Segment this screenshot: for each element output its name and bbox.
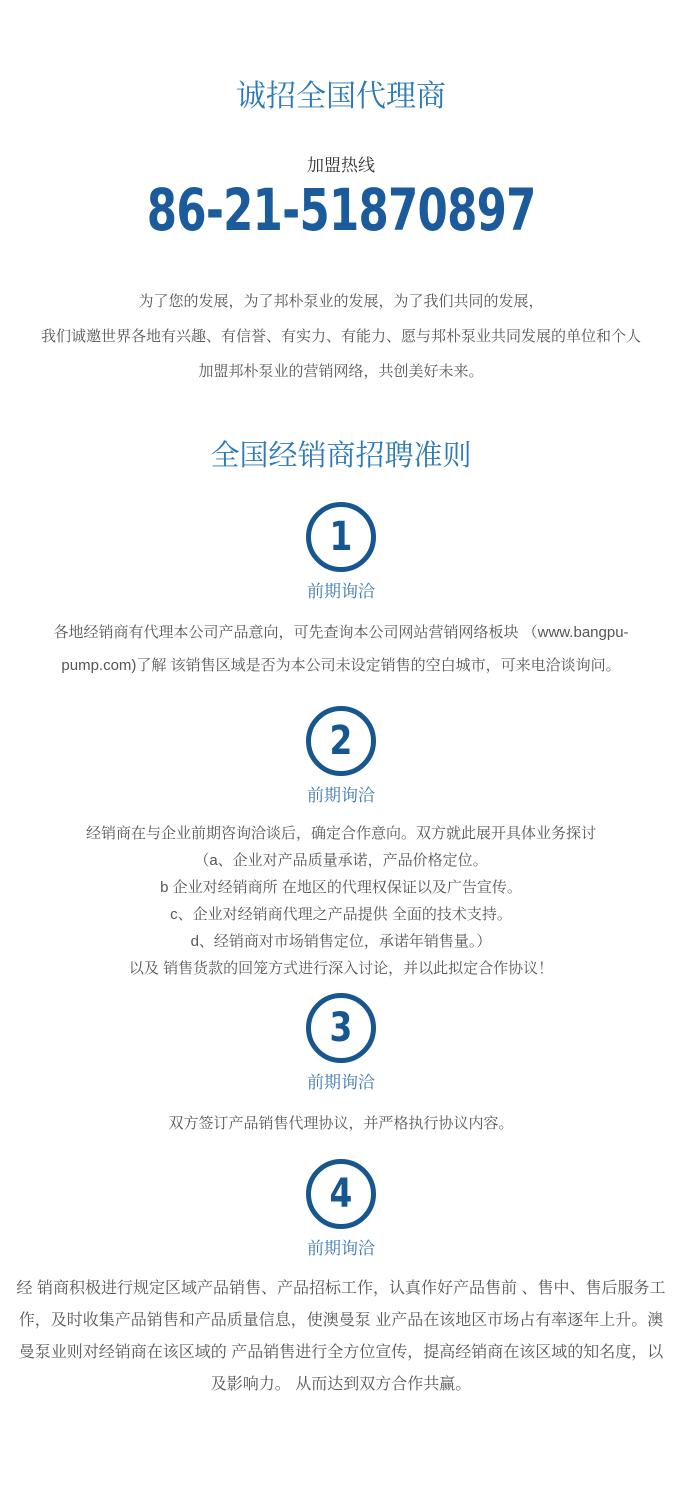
step-2-text-line: 以及 销售货款的回笼方式进行深入讨论，并以此拟定合作协议！ (128, 960, 554, 977)
step-1-circle-icon (306, 502, 376, 572)
step-1-text-line: 各地经销商有代理本公司产品意向，可先查询本公司网站营销网络板块 （www.bangpu- (53, 624, 629, 641)
step-2-text (0, 820, 682, 982)
step-4-text-line: 及影响力。 从而达到双方合作共赢。 (210, 1376, 472, 1393)
step-1-text-line: pump.com)了解 该销售区域是否为本公司未设定销售的空白城市，可来电洽谈询问。 (61, 657, 621, 674)
step-4-text (0, 1273, 682, 1401)
step-2-circle-icon (306, 706, 376, 776)
step-1 (0, 502, 682, 682)
step-2-text-line: b 企业对经销商所 在地区的代理权保证以及广告宣传。 (160, 879, 522, 896)
step-3 (0, 993, 682, 1140)
intro-line: 我们诚邀世界各地有兴趣、有信誉、有实力、有能力、愿与邦朴泵业共同发展的单位和个人 (40, 328, 641, 345)
step-4 (0, 1159, 682, 1401)
intro-line: 为了您的发展，为了邦朴泵业的发展，为了我们共同的发展， (138, 293, 544, 310)
step-3-number: 3 (329, 1005, 353, 1051)
step-1-label: 前期询洽 (307, 582, 375, 601)
step-1-text (0, 616, 682, 682)
agent-recruitment-page (0, 78, 682, 1401)
step-2-label: 前期询洽 (307, 786, 375, 805)
page-title: 诚招全国代理商 (236, 80, 446, 113)
section-title: 全国经销商招聘准则 (210, 440, 472, 472)
step-4-circle-icon (306, 1159, 376, 1229)
step-4-text-line: 作，及时收集产品销售和产品质量信息，使澳曼泵 业产品在该地区市场占有率逐年上升。澳 (18, 1312, 664, 1329)
intro-line: 加盟邦朴泵业的营销网络，共创美好未来。 (198, 363, 484, 380)
hotline-phone-number-text: 86-21-51870897 (146, 176, 536, 244)
step-3-text-line: 双方签订产品销售代理协议，并严格执行协议内容。 (168, 1115, 514, 1132)
step-2-text-line: c、企业对经销商代理之产品提供 全面的技术支持。 (170, 906, 512, 923)
step-2 (0, 706, 682, 982)
step-1-number: 1 (329, 514, 353, 560)
step-3-circle-icon (306, 993, 376, 1063)
intro-paragraph (0, 284, 682, 389)
step-3-text (0, 1107, 682, 1140)
hotline-phone-number (0, 176, 682, 252)
step-4-text-line: 经 销商积极进行规定区域产品销售、产品招标工作，认真作好产品售前 、售中、售后服务工 (16, 1280, 666, 1297)
step-4-number: 4 (329, 1171, 353, 1217)
step-4-text-line: 曼泵业则对经销商在该区域的 产品销售进行全方位宣传，提高经销商在该区域的知名度，以 (18, 1344, 664, 1361)
step-3-label: 前期询洽 (307, 1073, 375, 1092)
step-4-label: 前期询洽 (307, 1239, 375, 1258)
step-2-number: 2 (329, 718, 353, 764)
step-2-text-line: 经销商在与企业前期咨询洽谈后，确定合作意向。双方就此展开具体业务探讨 (85, 825, 596, 842)
hotline-label: 加盟热线 (307, 156, 375, 175)
step-2-text-line: （a、企业对产品质量承诺，产品价格定位。 (194, 852, 488, 869)
step-2-text-line: d、经销商对市场销售定位，承诺年销售量。） (190, 933, 492, 950)
